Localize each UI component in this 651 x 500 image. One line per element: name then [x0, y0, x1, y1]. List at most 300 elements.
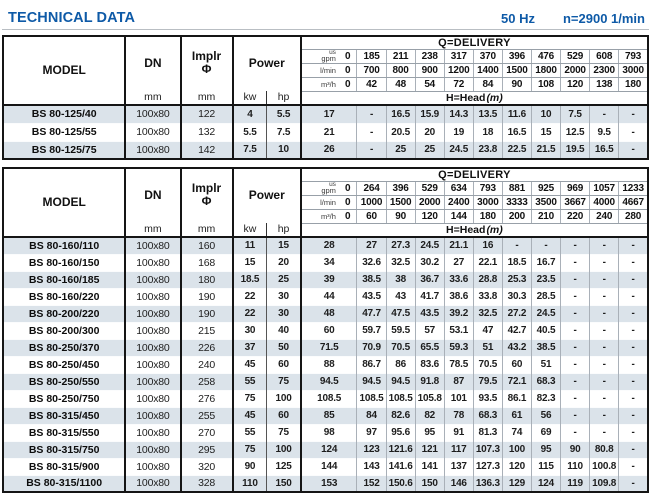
- power-hp-value: 125: [267, 458, 301, 475]
- impeller-label: Implr: [191, 181, 222, 195]
- head-value: 88: [301, 356, 357, 373]
- power-kw-value: 22: [233, 288, 267, 305]
- head-value: 27: [357, 237, 386, 254]
- head-value: 94.5: [357, 373, 386, 390]
- head-value: 124: [531, 475, 560, 492]
- delivery-value: 1233: [619, 182, 648, 196]
- impeller-value: 226: [181, 339, 233, 356]
- delivery-value: 220: [561, 210, 590, 224]
- head-value: 33.6: [444, 271, 473, 288]
- flow-unit-label: [301, 50, 339, 64]
- model-name: BS 80-315/900: [3, 458, 125, 475]
- delivery-value: 1057: [590, 182, 619, 196]
- impeller-value: 276: [181, 390, 233, 407]
- head-value: 100: [502, 441, 531, 458]
- table-row: [3, 356, 648, 373]
- head-value: 48: [301, 305, 357, 322]
- power-hp-value: 15: [267, 237, 301, 254]
- head-value: 21.5: [531, 141, 560, 159]
- delivery-value: 370: [473, 50, 502, 64]
- head-value: -: [619, 123, 648, 141]
- impeller-value: 190: [181, 305, 233, 322]
- head-value: 109.8: [590, 475, 619, 492]
- delivery-value: 4667: [619, 196, 648, 210]
- dn-value: 100x80: [125, 390, 180, 407]
- delivery-value: 1500: [502, 64, 531, 78]
- head-value: -: [561, 339, 590, 356]
- head-value: 121.6: [386, 441, 415, 458]
- delivery-value: 84: [473, 78, 502, 92]
- head-value: -: [561, 305, 590, 322]
- table-row: [3, 322, 648, 339]
- head-value: 143: [357, 458, 386, 475]
- delivery-value: 180: [473, 210, 502, 224]
- delivery-value: 3000: [619, 64, 648, 78]
- model-name: BS 80-125/40: [3, 105, 125, 123]
- head-value: 39: [301, 271, 357, 288]
- head-value: 91.8: [415, 373, 444, 390]
- delivery-value: 793: [473, 182, 502, 196]
- model-name: BS 80-160/150: [3, 254, 125, 271]
- head-value: -: [357, 141, 386, 159]
- h-head-label: [301, 224, 648, 238]
- h-head-text: H=Head: [446, 224, 486, 236]
- power-hp-value: 60: [267, 407, 301, 424]
- power-kw-value: 55: [233, 424, 267, 441]
- head-value: 51: [473, 339, 502, 356]
- delivery-value: 529: [561, 50, 590, 64]
- power-kw-value: 45: [233, 407, 267, 424]
- delivery-value: 881: [502, 182, 531, 196]
- delivery-value: 3667: [561, 196, 590, 210]
- head-value: -: [590, 105, 619, 123]
- head-value: 121: [415, 441, 444, 458]
- model-label: MODEL: [42, 195, 86, 209]
- table-header: [3, 168, 648, 237]
- head-value: 38.6: [444, 288, 473, 305]
- impeller-value: 295: [181, 441, 233, 458]
- dn-label: DN: [144, 55, 162, 70]
- head-value: -: [590, 424, 619, 441]
- power-kw-value: 7.5: [233, 141, 267, 159]
- head-value: -: [590, 237, 619, 254]
- table-row: [3, 123, 648, 141]
- model-name: BS 80-160/185: [3, 271, 125, 288]
- impeller-value: 180: [181, 271, 233, 288]
- head-value: 22.5: [502, 141, 531, 159]
- delivery-value: 925: [531, 182, 560, 196]
- delivery-value: 1800: [531, 64, 560, 78]
- dn-column-header: [125, 36, 180, 105]
- power-hp-value: 50: [267, 339, 301, 356]
- flow-unit-label: [301, 196, 339, 210]
- head-value: -: [561, 237, 590, 254]
- head-value: 10: [531, 105, 560, 123]
- delivery-value: 317: [444, 50, 473, 64]
- header-group-row: [3, 36, 648, 50]
- mm-unit-label: mm: [144, 91, 162, 103]
- head-value: 19: [444, 123, 473, 141]
- dn-value: 100x80: [125, 475, 180, 492]
- head-value: 30.3: [502, 288, 531, 305]
- power-kw-value: 4: [233, 105, 267, 123]
- head-value: -: [619, 322, 648, 339]
- table-row: [3, 305, 648, 322]
- delivery-value: 3000: [473, 196, 502, 210]
- head-value: 78: [444, 407, 473, 424]
- table-row: [3, 373, 648, 390]
- head-value: 137: [444, 458, 473, 475]
- dn-value: 100x80: [125, 237, 180, 254]
- delivery-value: 4000: [590, 196, 619, 210]
- dn-value: 100x80: [125, 356, 180, 373]
- head-value: 82.6: [386, 407, 415, 424]
- head-value: 69: [531, 424, 560, 441]
- delivery-value: 42: [357, 78, 386, 92]
- head-value: 146: [444, 475, 473, 492]
- delivery-value: 1000: [357, 196, 386, 210]
- impeller-value: 190: [181, 288, 233, 305]
- head-value: -: [590, 407, 619, 424]
- head-value: 98: [301, 424, 357, 441]
- power-hp-value: 30: [267, 288, 301, 305]
- head-value: 23.8: [473, 141, 502, 159]
- head-value: 70.5: [386, 339, 415, 356]
- lmin-label: l/min: [320, 65, 336, 75]
- delivery-value: 476: [531, 50, 560, 64]
- delivery-value: 2000: [561, 64, 590, 78]
- impeller-column-header: [181, 36, 233, 105]
- power-kw-value: 45: [233, 356, 267, 373]
- head-value: -: [619, 237, 648, 254]
- mm-unit-label: mm: [144, 223, 162, 235]
- delivery-value: 1200: [444, 64, 473, 78]
- delivery-value: 2000: [415, 196, 444, 210]
- head-value: 94.5: [386, 373, 415, 390]
- model-name: BS 80-250/370: [3, 339, 125, 356]
- delivery-value: 1500: [386, 196, 415, 210]
- delivery-value: 108: [531, 78, 560, 92]
- impeller-label: Implr: [191, 49, 222, 63]
- head-value: -: [590, 254, 619, 271]
- power-kw-value: 55: [233, 373, 267, 390]
- frequency-value: 50 Hz: [501, 11, 535, 26]
- head-value: 95.6: [386, 424, 415, 441]
- head-value: 107.3: [473, 441, 502, 458]
- impeller-value: 215: [181, 322, 233, 339]
- table-row: [3, 271, 648, 288]
- power-hp-value: 100: [267, 390, 301, 407]
- delivery-value: 185: [357, 50, 386, 64]
- dn-label: DN: [144, 187, 162, 202]
- delivery-value: 180: [619, 78, 648, 92]
- dn-value: 100x80: [125, 339, 180, 356]
- model-name: BS 80-125/75: [3, 141, 125, 159]
- power-kw-value: 75: [233, 390, 267, 407]
- head-value: 68.3: [531, 373, 560, 390]
- head-value: 150.6: [386, 475, 415, 492]
- head-value: -: [561, 288, 590, 305]
- table-row: [3, 288, 648, 305]
- head-value: -: [619, 105, 648, 123]
- delivery-value: 2400: [444, 196, 473, 210]
- power-kw-value: 90: [233, 458, 267, 475]
- delivery-value: 0: [339, 182, 357, 196]
- head-value: -: [561, 322, 590, 339]
- dn-value: 100x80: [125, 288, 180, 305]
- head-value: 59.5: [386, 322, 415, 339]
- head-value: -: [561, 424, 590, 441]
- delivery-value: 90: [502, 78, 531, 92]
- delivery-value: 396: [386, 182, 415, 196]
- head-value: 94.5: [301, 373, 357, 390]
- head-value: 120: [502, 458, 531, 475]
- table-row: [3, 390, 648, 407]
- us-label: us: [329, 181, 336, 188]
- impeller-value: 132: [181, 123, 233, 141]
- head-value: 14.3: [444, 105, 473, 123]
- model-name: BS 80-200/220: [3, 305, 125, 322]
- head-value: 43.5: [415, 305, 444, 322]
- bs80-160-315-spec-table: [2, 167, 649, 493]
- model-label: MODEL: [42, 63, 86, 77]
- head-value: 124: [301, 441, 357, 458]
- head-value: 30.2: [415, 254, 444, 271]
- flow-unit-label: [301, 210, 339, 224]
- head-value: 16.5: [502, 123, 531, 141]
- head-value: 18.5: [502, 254, 531, 271]
- head-value: 59.7: [357, 322, 386, 339]
- model-column-header: [3, 36, 125, 105]
- head-value: -: [619, 288, 648, 305]
- dn-value: 100x80: [125, 441, 180, 458]
- head-value: 19.5: [561, 141, 590, 159]
- head-value: 108.5: [386, 390, 415, 407]
- power-hp-value: 20: [267, 254, 301, 271]
- table-row: [3, 254, 648, 271]
- head-value: 68.3: [473, 407, 502, 424]
- head-value: 43.5: [357, 288, 386, 305]
- kw-unit-label: kw: [243, 91, 257, 103]
- power-hp-value: 10: [267, 141, 301, 159]
- head-value: -: [619, 407, 648, 424]
- head-value: 79.5: [473, 373, 502, 390]
- model-name: BS 80-315/550: [3, 424, 125, 441]
- page-title: TECHNICAL DATA: [8, 10, 136, 26]
- head-value: 12.5: [561, 123, 590, 141]
- delivery-value: 120: [561, 78, 590, 92]
- head-value: 83.6: [415, 356, 444, 373]
- power-kw-value: 11: [233, 237, 267, 254]
- head-value: 47.7: [357, 305, 386, 322]
- head-value: 11.6: [502, 105, 531, 123]
- page-header: [2, 3, 649, 30]
- power-kw-value: 18.5: [233, 271, 267, 288]
- delivery-value: 48: [386, 78, 415, 92]
- head-value: 33.8: [473, 288, 502, 305]
- head-value: 42.7: [502, 322, 531, 339]
- head-value: 17: [301, 105, 357, 123]
- head-value: 86.7: [357, 356, 386, 373]
- h-head-label: [301, 92, 648, 106]
- head-value: 141.6: [386, 458, 415, 475]
- delivery-value: 2300: [590, 64, 619, 78]
- model-name: BS 80-250/450: [3, 356, 125, 373]
- model-name: BS 80-315/450: [3, 407, 125, 424]
- head-value: 108.5: [301, 390, 357, 407]
- table-row: [3, 441, 648, 458]
- head-value: 72.1: [502, 373, 531, 390]
- head-value: -: [619, 424, 648, 441]
- head-value: -: [619, 441, 648, 458]
- delivery-value: 54: [415, 78, 444, 92]
- head-value: 127.3: [473, 458, 502, 475]
- head-value: 70.5: [473, 356, 502, 373]
- hp-unit-label: hp: [277, 91, 290, 103]
- table-row: [3, 424, 648, 441]
- head-value: 60: [301, 322, 357, 339]
- head-value: 74: [502, 424, 531, 441]
- impeller-phi-label: Φ: [201, 194, 212, 208]
- head-value: 60: [502, 356, 531, 373]
- table-body: [3, 105, 648, 159]
- m3h-label: m³/h: [320, 79, 336, 89]
- head-value: 34: [301, 254, 357, 271]
- model-name: BS 80-315/1100: [3, 475, 125, 492]
- h-head-unit: (m): [486, 224, 503, 236]
- model-name: BS 80-200/300: [3, 322, 125, 339]
- flow-unit-label: [301, 182, 339, 196]
- head-value: 87: [444, 373, 473, 390]
- head-value: 82: [415, 407, 444, 424]
- delivery-value: 280: [619, 210, 648, 224]
- head-value: -: [561, 390, 590, 407]
- impeller-value: 255: [181, 407, 233, 424]
- power-kw-value: 15: [233, 254, 267, 271]
- head-value: -: [619, 271, 648, 288]
- impeller-phi-label: Φ: [201, 62, 212, 76]
- delivery-value: 72: [444, 78, 473, 92]
- head-value: 105.8: [415, 390, 444, 407]
- head-value: -: [502, 237, 531, 254]
- dn-value: 100x80: [125, 123, 180, 141]
- head-value: 61: [502, 407, 531, 424]
- delivery-value: 238: [415, 50, 444, 64]
- head-value: -: [619, 305, 648, 322]
- dn-value: 100x80: [125, 305, 180, 322]
- head-value: 144: [301, 458, 357, 475]
- head-value: 100.8: [590, 458, 619, 475]
- delivery-value: 900: [415, 64, 444, 78]
- head-value: 16.5: [386, 105, 415, 123]
- head-value: 47.5: [386, 305, 415, 322]
- table-row: [3, 458, 648, 475]
- head-value: -: [531, 237, 560, 254]
- head-value: 110: [561, 458, 590, 475]
- head-value: 24.5: [444, 141, 473, 159]
- head-value: 24.5: [531, 305, 560, 322]
- power-hp-value: 100: [267, 441, 301, 458]
- head-value: -: [590, 390, 619, 407]
- flow-unit-label: [301, 78, 339, 92]
- impeller-value: 270: [181, 424, 233, 441]
- head-value: -: [619, 390, 648, 407]
- head-value: -: [561, 356, 590, 373]
- model-name: BS 80-250/550: [3, 373, 125, 390]
- head-value: 16.7: [531, 254, 560, 271]
- head-value: -: [561, 271, 590, 288]
- head-value: -: [590, 322, 619, 339]
- head-value: -: [561, 373, 590, 390]
- operating-conditions: [501, 11, 645, 26]
- head-value: 15.9: [415, 105, 444, 123]
- head-value: 20.5: [386, 123, 415, 141]
- impeller-column-header: [181, 168, 233, 237]
- head-value: 28: [301, 237, 357, 254]
- head-value: 59.3: [444, 339, 473, 356]
- head-value: -: [590, 288, 619, 305]
- head-value: 108.5: [357, 390, 386, 407]
- head-value: -: [590, 339, 619, 356]
- head-value: 115: [531, 458, 560, 475]
- mm-unit-label: mm: [197, 223, 216, 235]
- head-value: 152: [357, 475, 386, 492]
- delivery-value: 608: [590, 50, 619, 64]
- head-value: 86.1: [502, 390, 531, 407]
- head-value: 28.8: [473, 271, 502, 288]
- delivery-value: 969: [561, 182, 590, 196]
- power-column-header: [233, 168, 301, 237]
- head-value: 117: [444, 441, 473, 458]
- delivery-value: 1400: [473, 64, 502, 78]
- power-hp-value: 75: [267, 373, 301, 390]
- dn-value: 100x80: [125, 407, 180, 424]
- head-value: -: [619, 356, 648, 373]
- head-value: 86: [386, 356, 415, 373]
- head-value: 25.3: [502, 271, 531, 288]
- head-value: 84: [357, 407, 386, 424]
- head-value: -: [561, 407, 590, 424]
- delivery-value: 793: [619, 50, 648, 64]
- power-kw-value: 5.5: [233, 123, 267, 141]
- head-value: 44: [301, 288, 357, 305]
- head-value: 16: [473, 237, 502, 254]
- dn-value: 100x80: [125, 424, 180, 441]
- head-value: -: [619, 373, 648, 390]
- kw-unit-label: kw: [243, 223, 257, 235]
- power-kw-value: 37: [233, 339, 267, 356]
- dn-column-header: [125, 168, 180, 237]
- head-value: 23.5: [531, 271, 560, 288]
- lmin-label: l/min: [320, 197, 336, 207]
- head-value: 56: [531, 407, 560, 424]
- delivery-value: 800: [386, 64, 415, 78]
- head-value: 38.5: [357, 271, 386, 288]
- delivery-value: 264: [357, 182, 386, 196]
- impeller-value: 258: [181, 373, 233, 390]
- delivery-value: 120: [415, 210, 444, 224]
- head-value: 70.9: [357, 339, 386, 356]
- head-value: 90: [561, 441, 590, 458]
- head-value: -: [561, 254, 590, 271]
- head-value: 95: [415, 424, 444, 441]
- head-value: 47: [473, 322, 502, 339]
- impeller-value: 142: [181, 141, 233, 159]
- delivery-value: 240: [590, 210, 619, 224]
- model-name: BS 80-250/750: [3, 390, 125, 407]
- head-value: -: [619, 339, 648, 356]
- head-value: 36.7: [415, 271, 444, 288]
